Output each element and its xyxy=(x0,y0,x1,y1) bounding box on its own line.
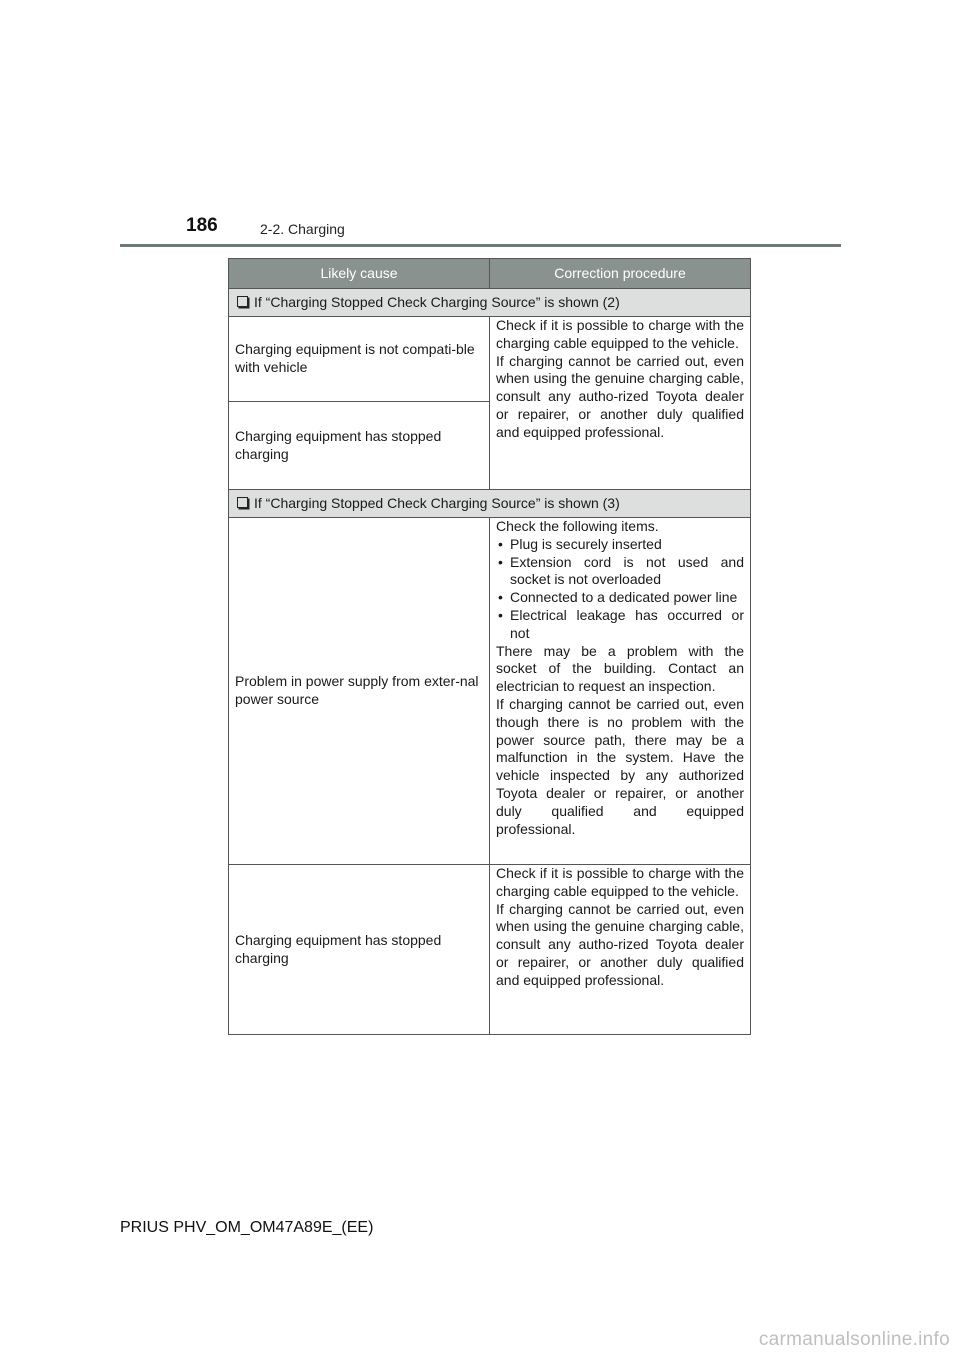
checkbox-icon xyxy=(237,296,248,307)
page-number: 186 xyxy=(186,215,218,236)
list-item: • Extension cord is not used and socket is not overloaded xyxy=(496,554,744,590)
section-title-cell xyxy=(229,289,751,317)
correction-intro: Check the following items. xyxy=(496,518,659,534)
correction-outro: There may be a problem with the socket of the building. Contact an electrician to request an inspection. If charging cannot be carried out, even though there is no problem with the power source path, there may be a malfunction in the system. Have the vehicle inspected by any authorized Toyota dealer or repairer, or another duly qualified and equipped professional. xyxy=(496,642,744,837)
table-header-row xyxy=(229,259,751,289)
document-id: PRIUS PHV_OM_OM47A89E_(EE) xyxy=(120,1219,374,1236)
header-divider xyxy=(120,244,841,247)
checkbox-icon xyxy=(237,497,248,508)
likely-cause-cell: Charging equipment is not compati-ble with vehicle xyxy=(229,317,490,402)
section-header-row xyxy=(229,289,751,317)
check-items-list xyxy=(496,536,744,643)
table-row xyxy=(229,317,751,402)
section-title: 2-2. Charging xyxy=(260,221,345,237)
section-title-text: If “Charging Stopped Check Charging Source” is shown (2) xyxy=(254,293,620,310)
section-header-row xyxy=(229,490,751,518)
watermark: carmanualsonline.info xyxy=(758,1329,950,1350)
list-item: • Plug is securely inserted xyxy=(496,536,744,554)
section-title-cell xyxy=(229,490,751,518)
troubleshooting-table xyxy=(228,258,751,1035)
correction-procedure-cell: Check if it is possible to charge with the charging cable equipped to the vehicle. If charging cannot be carried out, even when using the genuine charging cable, consult any autho-rized Toyota dealer or repairer, or another duly qualified and equipped professional. xyxy=(490,865,751,1035)
likely-cause-cell: Charging equipment has stopped charging xyxy=(229,402,490,490)
list-item: • Connected to a dedicated power line xyxy=(496,589,744,607)
correction-procedure-cell: Check if it is possible to charge with the charging cable equipped to the vehicle. If charging cannot be carried out, even when using the genuine charging cable, consult any autho-rized Toyota dealer or repairer, or another duly qualified and equipped professional. xyxy=(490,317,751,490)
table-row xyxy=(229,865,751,1035)
column-header-likely-cause: Likely cause xyxy=(229,259,490,289)
correction-procedure-cell xyxy=(490,518,751,865)
list-item: • Electrical leakage has occurred or not xyxy=(496,607,744,643)
likely-cause-cell: Charging equipment has stopped charging xyxy=(229,865,490,1035)
section-title-text: If “Charging Stopped Check Charging Source” is shown (3) xyxy=(254,494,620,511)
table-row xyxy=(229,518,751,865)
column-header-correction-procedure: Correction procedure xyxy=(490,259,751,289)
likely-cause-cell: Problem in power supply from exter-nal power source xyxy=(229,518,490,865)
